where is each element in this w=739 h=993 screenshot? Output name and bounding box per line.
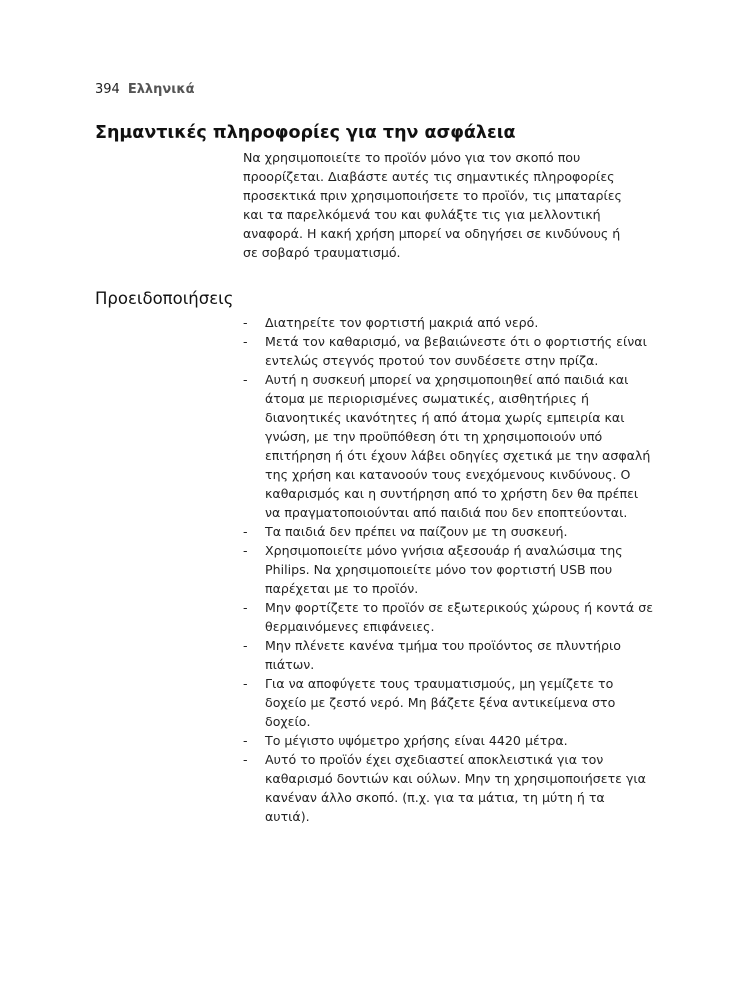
- warning-text: Μην φορτίζετε το προϊόν σε εξωτερικούς χώρους ή κοντά σε θερμαινόμενες επιφάνειες.: [265, 600, 654, 634]
- warning-text: Αυτή η συσκευή μπορεί να χρησιμοποιηθεί από παιδιά και άτομα με περιορισμένες σωματικές, αισθητήριες ή διανοητικές ικανότητες ή από άτομα χωρίς εμπειρία και γνώση, με την προϋπόθεση ότι τη χρησιμοποιούν υπό επιτήρηση ή ότι έχουν λάβει οδηγίες σχετικά με την ασφαλή της χρήση και κατανοούν τους ενεχόμενους κινδύνους. Ο καθαρισμός και η συντήρηση από το χρήστη δεν θα πρέπει να πραγματοποιούνται από παιδιά που δεν εποπτεύονται.: [265, 372, 651, 520]
- warning-text: Το μέγιστο υψόμετρο χρήσης είναι 4420 μέτρα.: [265, 733, 568, 748]
- bullet-dash: -: [243, 524, 248, 539]
- warning-text: Μετά τον καθαρισμό, να βεβαιώνεστε ότι ο φορτιστής είναι εντελώς στεγνός προτού τον συνδέσετε στην πρίζα.: [265, 334, 647, 368]
- bullet-dash: -: [243, 752, 248, 767]
- warning-item: [243, 674, 653, 731]
- warning-item: [243, 598, 653, 636]
- bullet-dash: -: [243, 676, 248, 691]
- bullet-dash: -: [243, 372, 248, 387]
- bullet-dash: -: [243, 733, 248, 748]
- intro-paragraph: Να χρησιμοποιείτε το προϊόν μόνο για τον σκοπό που προορίζεται. Διαβάστε αυτές τις σημαντικές πληροφορίες προσεκτικά πριν χρησιμοποιήσετε το προϊόν, τις μπαταρίες και τα παρελκόμενά του και φυλάξτε τις για μελλοντική αναφορά. Η κακή χρήση μπορεί να οδηγήσει σε κινδύνους ή σε σοβαρό τραυματισμό.: [243, 150, 622, 260]
- warnings-heading: Προειδοποιήσεις: [95, 289, 234, 308]
- warning-text: Τα παιδιά δεν πρέπει να παίζουν με τη συσκευή.: [265, 524, 568, 539]
- bullet-dash: -: [243, 638, 248, 653]
- warning-text: Αυτό το προϊόν έχει σχεδιαστεί αποκλειστικά για τον καθαρισμό δοντιών και ούλων. Μην τη χρησιμοποιήσετε για κανέναν άλλο σκοπό. (π.χ. για τα μάτια, τη μύτη ή τα αυτιά).: [265, 752, 646, 824]
- warning-item: [243, 370, 653, 522]
- warning-item: [243, 750, 653, 826]
- warning-item: [243, 313, 653, 332]
- bullet-dash: -: [243, 600, 248, 615]
- bullet-dash: -: [243, 543, 248, 558]
- warning-text: Για να αποφύγετε τους τραυματισμούς, μη γεμίζετε το δοχείο με ζεστό νερό. Μη βάζετε ξένα αντικείμενα στο δοχείο.: [265, 676, 616, 729]
- warning-item: [243, 541, 653, 598]
- warning-text: Χρησιμοποιείτε μόνο γνήσια αξεσουάρ ή αναλώσιμα της Philips. Να χρησιμοποιείτε μόνο τον φορτιστή USB που παρέχεται με το προϊόν.: [265, 543, 623, 596]
- main-heading: Σημαντικές πληροφορίες για την ασφάλεια: [95, 123, 516, 143]
- warning-item: [243, 731, 653, 750]
- page-header: [95, 81, 195, 99]
- warning-item: [243, 636, 653, 674]
- page-number: 394: [95, 82, 120, 97]
- bullet-dash: -: [243, 315, 248, 330]
- warning-item: [243, 332, 653, 370]
- warning-text: Διατηρείτε τον φορτιστή μακριά από νερό.: [265, 315, 539, 330]
- warning-item: [243, 522, 653, 541]
- page-language-label: Ελληνικά: [127, 82, 195, 97]
- warnings-list: [243, 313, 653, 826]
- bullet-dash: -: [243, 334, 248, 349]
- warning-text: Μην πλένετε κανένα τμήμα του προϊόντος σε πλυντήριο πιάτων.: [265, 638, 621, 672]
